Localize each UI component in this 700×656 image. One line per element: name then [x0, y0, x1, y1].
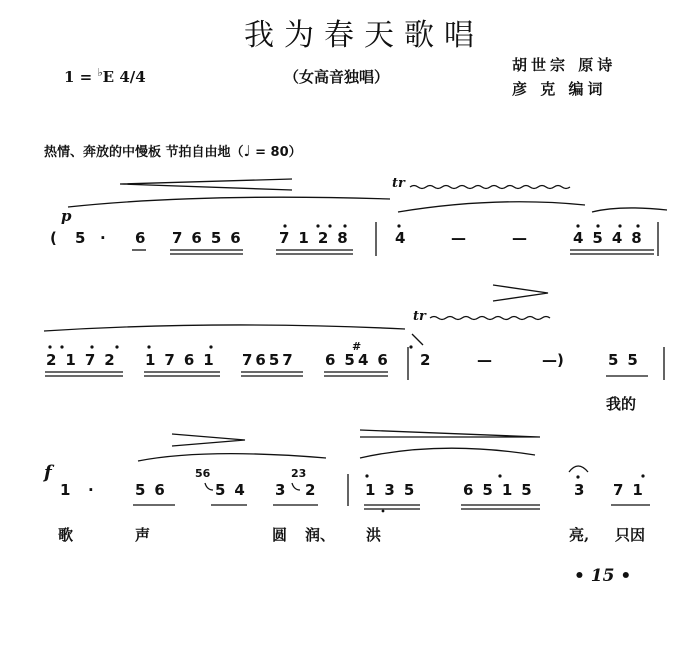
- key-letter: E: [102, 68, 115, 86]
- note: 6: [135, 229, 146, 247]
- lyric: 歌: [58, 526, 74, 544]
- note-group: 65: [325, 351, 364, 369]
- note: 3: [275, 481, 286, 499]
- dynamic-piano: p: [61, 207, 72, 225]
- lyric: 洪: [366, 526, 382, 544]
- note: 5: [75, 229, 86, 247]
- page-number: • 15 •: [574, 566, 632, 586]
- voice-type: （女高音独唱）: [284, 68, 390, 86]
- credit-arranger: 彦 克 编词: [512, 80, 607, 98]
- sharp-sign: #: [352, 340, 362, 353]
- note-group: 135: [365, 481, 424, 499]
- dynamic-forte: f: [44, 462, 52, 483]
- flat-sign: ♭: [97, 66, 103, 79]
- note-group: 7657: [242, 351, 296, 369]
- note-group: 1761: [145, 351, 223, 369]
- lyric: 只因: [615, 526, 646, 544]
- note-group: 2172: [46, 351, 124, 369]
- open-paren: (: [50, 229, 57, 247]
- time-signature: 4/4: [119, 68, 146, 86]
- credit-poet: 胡世宗 原诗: [512, 56, 617, 74]
- lyric: 我的: [606, 395, 637, 413]
- dash: —: [451, 229, 466, 247]
- note-group: 4548: [573, 229, 651, 247]
- dot: ·: [100, 229, 106, 247]
- dash: —: [477, 351, 492, 369]
- note: 2: [305, 481, 316, 499]
- quarter-note-icon: ♩: [243, 142, 251, 160]
- note-group: 56: [135, 481, 174, 499]
- note-group: 46: [358, 351, 397, 369]
- key-prefix: 1 =: [64, 68, 93, 86]
- lyric: 润、: [305, 526, 336, 544]
- tempo-text: 热情、奔放的中慢板 节拍自由地（: [44, 145, 244, 160]
- lyric: 圆: [272, 526, 288, 544]
- lyric: 亮,: [569, 526, 590, 544]
- dash: —: [512, 229, 527, 247]
- note-group: 55: [608, 351, 647, 369]
- note-group: 71: [613, 481, 652, 499]
- dash-close-paren: —): [542, 351, 564, 369]
- note-group: 6515: [463, 481, 541, 499]
- note: 2: [420, 351, 431, 369]
- trill-mark-2: tr: [413, 309, 426, 324]
- dot: ·: [88, 481, 94, 499]
- song-title: 我为春天歌唱: [244, 18, 484, 53]
- trill-mark-1: tr: [392, 176, 405, 191]
- note-group: 7656: [172, 229, 250, 247]
- note: 3: [574, 481, 585, 499]
- note-group: 54: [215, 481, 254, 499]
- grace-notes: 23: [291, 467, 307, 480]
- tempo-value: = 80）: [250, 145, 302, 160]
- lyric: 声: [135, 526, 151, 544]
- note: 1: [60, 481, 71, 499]
- note-group: 7128: [279, 229, 357, 247]
- grace-notes: 56: [195, 467, 211, 480]
- note: 4: [395, 229, 406, 247]
